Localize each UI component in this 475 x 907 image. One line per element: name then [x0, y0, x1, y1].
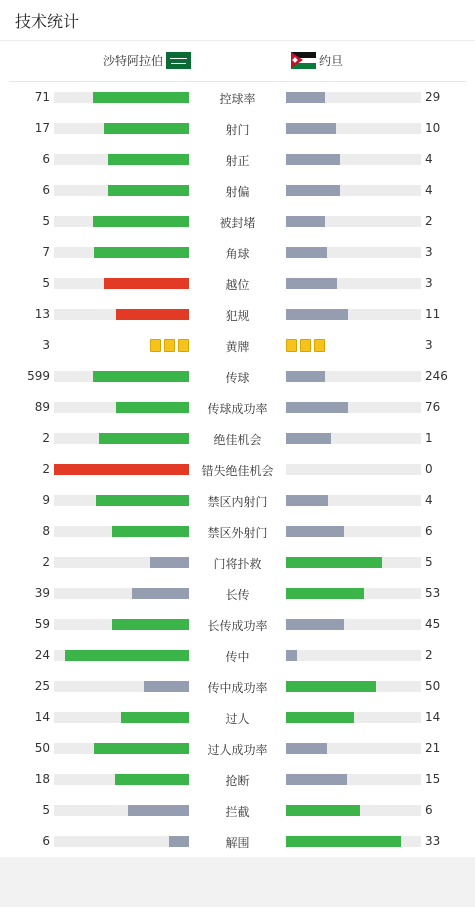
stat-label: 传球 [225, 371, 250, 385]
stat-row [0, 82, 475, 113]
away-bar [286, 92, 325, 103]
away-value: 15 [425, 772, 441, 786]
home-bar [115, 774, 189, 785]
away-bar-track [286, 774, 421, 785]
home-value: 39 [34, 586, 50, 600]
home-bar-track [54, 464, 189, 475]
away-value: 0 [425, 462, 433, 476]
stat-row [0, 516, 475, 547]
away-bar [286, 526, 344, 537]
home-bar [128, 805, 189, 816]
away-bar [286, 650, 297, 661]
yellow-card-icon [314, 339, 325, 352]
away-bar-track [286, 247, 421, 258]
away-bar [286, 433, 331, 444]
header [0, 0, 475, 41]
away-bar-track [286, 588, 421, 599]
stat-row [0, 268, 475, 299]
away-value: 3 [425, 245, 433, 259]
away-value: 21 [425, 741, 441, 755]
away-value: 4 [425, 493, 433, 507]
away-bar [286, 836, 401, 847]
stat-row [0, 547, 475, 578]
away-bar [286, 805, 360, 816]
yellow-card-icon [150, 339, 161, 352]
away-value: 53 [425, 586, 441, 600]
away-bar [286, 681, 376, 692]
teams-header [9, 41, 466, 82]
stat-label: 长传成功率 [207, 619, 268, 633]
away-bar-track [286, 154, 421, 165]
home-bar [93, 216, 189, 227]
away-bar-track [286, 185, 421, 196]
stat-label: 被封堵 [219, 216, 256, 230]
stat-label: 长传 [225, 588, 250, 602]
home-bar-track [54, 309, 189, 320]
home-value: 59 [34, 617, 50, 631]
away-bar-track [286, 712, 421, 723]
away-bar-track [286, 371, 421, 382]
away-bar-track [286, 619, 421, 630]
stat-label: 射偏 [225, 185, 250, 199]
away-bar-track [286, 805, 421, 816]
home-bar [54, 464, 189, 475]
home-bar [104, 123, 189, 134]
away-bar-track [286, 743, 421, 754]
home-value: 2 [42, 462, 50, 476]
away-bar-track [286, 433, 421, 444]
away-bar-track [286, 495, 421, 506]
away-value: 2 [425, 214, 433, 228]
saudi-arabia-flag-icon [166, 52, 191, 69]
home-value: 9 [42, 493, 50, 507]
stat-row [0, 578, 475, 609]
home-value: 2 [42, 431, 50, 445]
away-bar [286, 774, 347, 785]
home-bar-track [54, 588, 189, 599]
stat-row [0, 175, 475, 206]
home-value: 2 [42, 555, 50, 569]
stat-row [0, 671, 475, 702]
home-value: 17 [34, 121, 50, 135]
stat-row [0, 206, 475, 237]
away-value: 6 [425, 803, 433, 817]
home-bar [94, 247, 189, 258]
away-bar-track [286, 309, 421, 320]
stat-row [0, 454, 475, 485]
home-bar [94, 743, 189, 754]
away-value: 4 [425, 183, 433, 197]
home-bar-track [54, 92, 189, 103]
home-value: 24 [34, 648, 50, 662]
away-bar [286, 185, 340, 196]
home-bar [93, 92, 189, 103]
home-bar-track [54, 278, 189, 289]
stat-row [0, 733, 475, 764]
away-bar-track [286, 92, 421, 103]
home-bar-track [54, 123, 189, 134]
away-bar-track [286, 836, 421, 847]
away-bar [286, 247, 327, 258]
home-bar-track [54, 495, 189, 506]
home-bar [116, 309, 189, 320]
home-bar-track [54, 154, 189, 165]
away-bar [286, 216, 325, 227]
away-bar [286, 619, 344, 630]
away-value: 4 [425, 152, 433, 166]
stats-list [0, 82, 475, 857]
stat-row [0, 361, 475, 392]
home-bar [112, 619, 189, 630]
stat-label: 角球 [225, 247, 250, 261]
stat-row [0, 764, 475, 795]
home-bar [104, 278, 189, 289]
away-value: 11 [425, 307, 441, 321]
stat-label: 绝佳机会 [213, 433, 262, 447]
home-value: 5 [42, 276, 50, 290]
away-bar [286, 371, 325, 382]
stat-label: 射正 [225, 154, 250, 168]
home-value: 89 [34, 400, 50, 414]
stat-label: 犯规 [225, 309, 250, 323]
home-bar [169, 836, 189, 847]
away-team [291, 52, 343, 69]
away-value: 10 [425, 121, 441, 135]
away-bar [286, 402, 348, 413]
home-bar [96, 495, 189, 506]
home-value: 8 [42, 524, 50, 538]
stat-label: 传中 [225, 650, 250, 664]
away-value: 76 [425, 400, 441, 414]
home-value: 25 [34, 679, 50, 693]
stat-label: 控球率 [219, 92, 256, 106]
home-value: 6 [42, 152, 50, 166]
away-bar [286, 588, 364, 599]
jordan-flag-icon [291, 52, 316, 69]
home-bar-track [54, 216, 189, 227]
stat-label: 传球成功率 [207, 402, 268, 416]
home-bar-track [54, 247, 189, 258]
stat-row [0, 609, 475, 640]
yellow-card-icon [164, 339, 175, 352]
home-bar [132, 588, 189, 599]
stat-label: 传中成功率 [207, 681, 268, 695]
home-bar [150, 557, 189, 568]
stat-label: 过人 [225, 712, 250, 726]
away-bar-track [286, 526, 421, 537]
home-bar-track [54, 650, 189, 661]
home-value: 6 [42, 183, 50, 197]
stat-row [0, 826, 475, 857]
yellow-card-icon [300, 339, 311, 352]
away-bar-track [286, 464, 421, 475]
away-value: 2 [425, 648, 433, 662]
away-bar [286, 495, 328, 506]
home-value: 3 [42, 338, 50, 352]
home-value: 14 [34, 710, 50, 724]
stat-label: 禁区外射门 [207, 526, 268, 540]
home-bar-track [54, 774, 189, 785]
home-bar-track [54, 743, 189, 754]
stat-label: 过人成功率 [207, 743, 268, 757]
away-value: 50 [425, 679, 441, 693]
page-title: 技术统计 [15, 11, 80, 31]
home-bar-track [54, 557, 189, 568]
away-bar [286, 123, 336, 134]
home-bar-track [54, 619, 189, 630]
away-value: 6 [425, 524, 433, 538]
stat-label: 门将扑救 [213, 557, 262, 571]
home-value: 13 [34, 307, 50, 321]
home-bar [93, 371, 189, 382]
yellow-card-icon [178, 339, 189, 352]
away-bar-track [286, 216, 421, 227]
away-bar-track [286, 278, 421, 289]
stat-row [0, 330, 475, 361]
home-bar-track [54, 371, 189, 382]
stat-row [0, 640, 475, 671]
away-bar-track [286, 402, 421, 413]
away-value: 45 [425, 617, 441, 631]
away-value: 3 [425, 338, 433, 352]
home-bar-track [54, 433, 189, 444]
stat-row [0, 237, 475, 268]
yellow-card-icon [286, 339, 297, 352]
stat-row [0, 485, 475, 516]
away-value: 14 [425, 710, 441, 724]
away-bar [286, 712, 354, 723]
stat-label: 黄牌 [225, 340, 250, 354]
home-value: 5 [42, 214, 50, 228]
stat-label: 拦截 [225, 805, 250, 819]
away-bar [286, 743, 327, 754]
home-bar-track [54, 185, 189, 196]
away-value: 5 [425, 555, 433, 569]
home-bar [144, 681, 189, 692]
away-team-name: 约旦 [319, 54, 344, 68]
home-bar [121, 712, 189, 723]
home-team [103, 52, 191, 69]
stat-label: 解围 [225, 836, 250, 850]
home-bar [65, 650, 189, 661]
away-bar-track [286, 681, 421, 692]
home-bar [99, 433, 189, 444]
home-team-name: 沙特阿拉伯 [102, 54, 163, 68]
stat-row [0, 702, 475, 733]
stat-label: 射门 [225, 123, 250, 137]
away-value: 3 [425, 276, 433, 290]
stat-row [0, 423, 475, 454]
away-bar [286, 154, 340, 165]
home-bar [112, 526, 189, 537]
home-bar-track [54, 836, 189, 847]
away-bar-track [286, 557, 421, 568]
away-bar-track [286, 123, 421, 134]
stat-label: 抢断 [225, 774, 250, 788]
stat-label: 错失绝佳机会 [201, 464, 274, 478]
home-bar [108, 185, 189, 196]
stat-row [0, 113, 475, 144]
home-value: 71 [34, 90, 50, 104]
away-yellow-cards [286, 339, 325, 352]
home-bar-track [54, 526, 189, 537]
home-bar-track [54, 402, 189, 413]
home-bar [108, 154, 189, 165]
home-bar [116, 402, 189, 413]
away-bar [286, 557, 382, 568]
home-bar-track [54, 712, 189, 723]
home-bar-track [54, 681, 189, 692]
home-bar-track [54, 805, 189, 816]
home-value: 18 [34, 772, 50, 786]
away-bar [286, 278, 337, 289]
stat-row [0, 795, 475, 826]
stat-label: 禁区内射门 [207, 495, 268, 509]
home-value: 50 [34, 741, 50, 755]
away-bar-track [286, 650, 421, 661]
away-value: 29 [425, 90, 441, 104]
away-value: 33 [425, 834, 441, 848]
stat-row [0, 144, 475, 175]
away-value: 1 [425, 431, 433, 445]
stat-row [0, 392, 475, 423]
home-value: 599 [27, 369, 50, 383]
stat-label: 越位 [225, 278, 250, 292]
home-yellow-cards [150, 339, 189, 352]
home-value: 6 [42, 834, 50, 848]
home-value: 5 [42, 803, 50, 817]
stat-row [0, 299, 475, 330]
away-bar [286, 309, 348, 320]
home-value: 7 [42, 245, 50, 259]
away-value: 246 [425, 369, 448, 383]
